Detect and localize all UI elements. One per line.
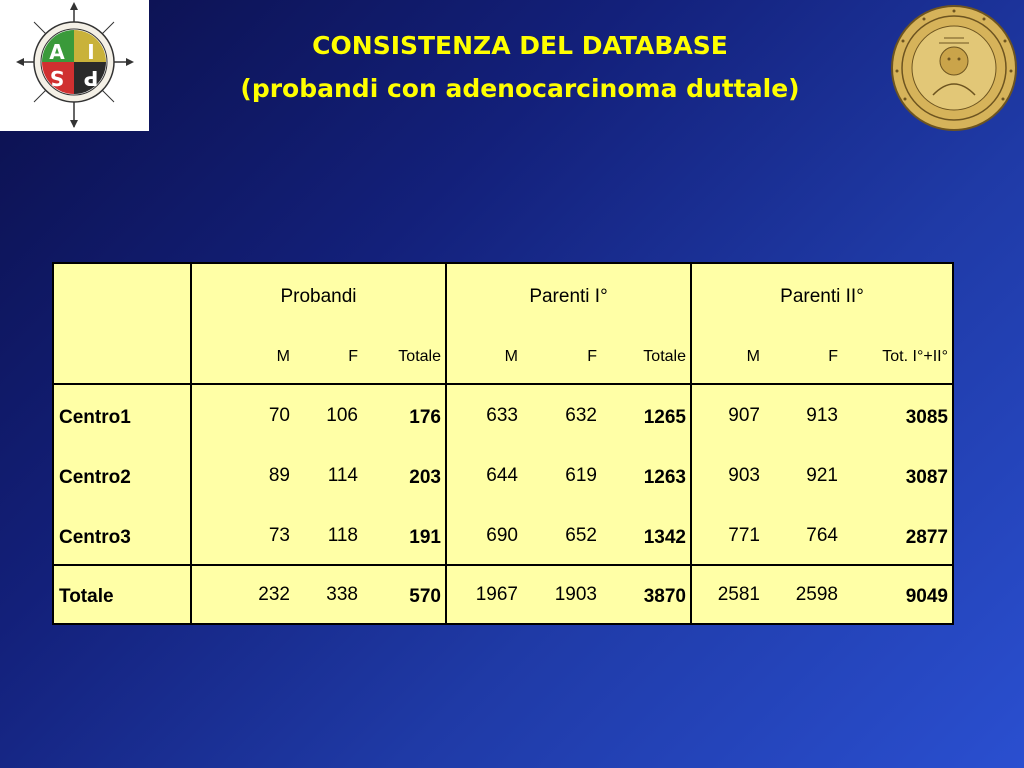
subheader-tot-i-ii: Tot. I°+II° [882,348,948,365]
table-cell: 764 [806,525,838,546]
slide-title-line1: CONSISTENZA DEL DATABASE [312,31,728,60]
table-cell: 2598 [795,584,838,605]
table-cell: 903 [728,465,760,486]
table-cell: 913 [806,405,838,426]
table-cell: 771 [728,525,760,546]
table-divider-v3 [690,264,692,623]
logo-letter-s: S [49,66,65,90]
university-seal [889,3,1019,133]
subheader-m: M [276,348,290,365]
table-cell: 921 [806,465,838,486]
table-divider-h2 [54,564,952,566]
row-label-centro1: Centro1 [59,407,131,428]
aisp-association-logo-icon [0,0,149,131]
table-cell: 118 [327,525,358,546]
logo-letter-i: I [87,40,95,64]
table-cell-total: 176 [409,407,441,428]
table-cell: 907 [728,405,760,426]
group-header-parenti-2: Parenti II° [780,286,864,307]
slide-title-line2: (probandi con adenocarcinoma duttale) [240,74,800,103]
table-divider-h1 [54,383,952,385]
table-cell: 619 [565,465,597,486]
row-label-totale: Totale [59,586,114,607]
table-cell-total: 1342 [643,527,686,548]
subheader-m: M [504,348,518,365]
subheader-f: F [828,348,838,365]
table-cell: 114 [327,465,358,486]
table-divider-v2 [445,264,447,623]
logo-letter-a: A [49,40,65,64]
table-cell-total: 191 [409,527,441,548]
table-cell-total: 1265 [643,407,686,428]
university-seal-icon [889,3,1019,133]
table-cell: 1967 [475,584,518,605]
table-cell: 2581 [717,584,760,605]
aisp-logo [0,0,149,131]
logo-letter-p: P [83,66,99,90]
table-divider-v1 [190,264,192,623]
table-cell-total: 2877 [905,527,948,548]
subheader-m: M [746,348,760,365]
table-cell: 633 [486,405,518,426]
table-cell: 73 [268,525,290,546]
table-cell-total: 203 [409,467,441,488]
subheader-totale: Totale [398,348,441,365]
table-cell: 644 [486,465,518,486]
row-label-centro2: Centro2 [59,467,131,488]
table-cell-total: 1263 [643,467,686,488]
table-cell: 632 [565,405,597,426]
group-header-parenti-1: Parenti I° [529,286,608,307]
row-label-centro3: Centro3 [59,527,131,548]
table-cell: 652 [565,525,597,546]
table-cell-total: 570 [409,586,441,607]
table-cell: 690 [486,525,518,546]
subheader-f: F [587,348,597,365]
table-cell: 106 [326,405,358,426]
table-cell-total: 3085 [905,407,948,428]
table-cell-total: 3087 [905,467,948,488]
table-cell: 1903 [554,584,597,605]
table-cell-total: 3870 [643,586,686,607]
table-cell-total: 9049 [905,586,948,607]
database-table [52,262,954,625]
subheader-totale: Totale [643,348,686,365]
table-cell: 89 [268,465,290,486]
subheader-f: F [348,348,358,365]
table-cell: 338 [326,584,358,605]
group-header-probandi: Probandi [280,286,357,307]
table-cell: 70 [268,405,290,426]
table-cell: 232 [258,584,290,605]
